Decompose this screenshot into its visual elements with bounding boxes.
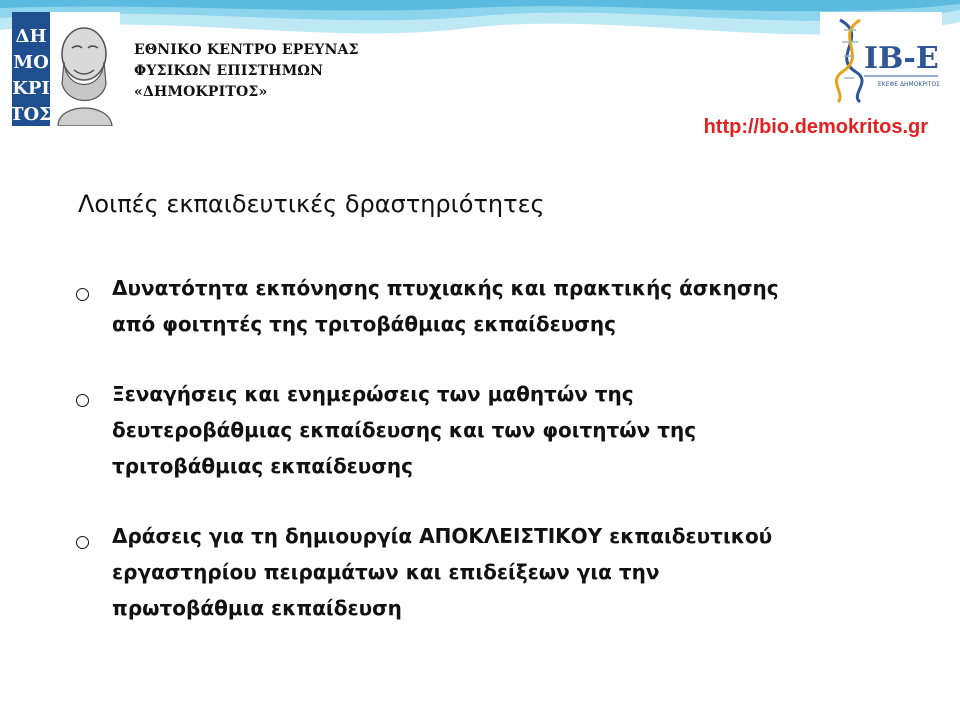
bullet-3-line-3: πρωτοβάθμια εκπαίδευση bbox=[112, 596, 402, 620]
list-item bbox=[74, 270, 934, 342]
org-name-line-3: «ΔΗΜΟΚΡΙΤΟΣ» bbox=[134, 84, 268, 100]
list-item bbox=[74, 518, 934, 626]
demokritos-logo bbox=[12, 12, 120, 126]
bullet-2-line-1: Ξεναγήσεις και ενημερώσεις των μαθητών της bbox=[112, 382, 634, 406]
circle-bullet-icon bbox=[76, 394, 89, 407]
svg-text:ΜΟ: ΜΟ bbox=[13, 52, 49, 73]
bullet-3-line-2: εργαστηρίου πειραμάτων και επιδείξεων για την bbox=[112, 560, 660, 584]
circle-bullet-icon bbox=[76, 536, 89, 549]
bullet-2-line-3: τριτοβάθμιας εκπαίδευσης bbox=[112, 454, 413, 478]
demokritos-emblem-icon bbox=[12, 12, 120, 126]
ibe-logo bbox=[820, 12, 942, 104]
bullet-1-line-2: από φοιτητές της τριτοβάθμιας εκπαίδευσης bbox=[112, 312, 616, 336]
bullet-1-line-1: Δυνατότητα εκπόνησης πτυχιακής και πρακτικής άσκησης bbox=[112, 276, 779, 300]
svg-text:ΔΗ: ΔΗ bbox=[15, 26, 47, 47]
svg-text:ΚΡΙ: ΚΡΙ bbox=[12, 78, 50, 99]
dna-helix-icon bbox=[820, 12, 942, 104]
svg-text:ΤΟΣ: ΤΟΣ bbox=[12, 104, 52, 125]
ibe-logo-text: ΙΒ-Ε bbox=[864, 41, 939, 76]
org-name-line-1: ΕΘΝΙΚΟ ΚΕΝΤΡΟ ΕΡΕΥΝΑΣ bbox=[134, 42, 359, 58]
org-name-line-2: ΦΥΣΙΚΩΝ ΕΠΙΣΤΗΜΩΝ bbox=[134, 63, 324, 79]
list-item bbox=[74, 376, 934, 484]
slide-title: Λοιπές εκπαιδευτικές δραστηριότητες bbox=[78, 190, 545, 218]
website-url[interactable]: http://bio.demokritos.gr bbox=[703, 116, 928, 138]
bullet-3-line-1: Δράσεις για τη δημιουργία ΑΠΟΚΛΕΙΣΤΙΚΟΥ εκπαιδευτικού bbox=[112, 524, 773, 548]
ibe-logo-subtext: ΕΚΕΦΕ ΔΗΜΟΚΡΙΤΟΣ bbox=[878, 81, 940, 88]
bullet-2-line-2: δευτεροβάθμιας εκπαίδευσης και των φοιτητών της bbox=[112, 418, 697, 442]
activity-list bbox=[74, 270, 934, 660]
organization-name bbox=[134, 40, 359, 103]
circle-bullet-icon bbox=[76, 288, 89, 301]
